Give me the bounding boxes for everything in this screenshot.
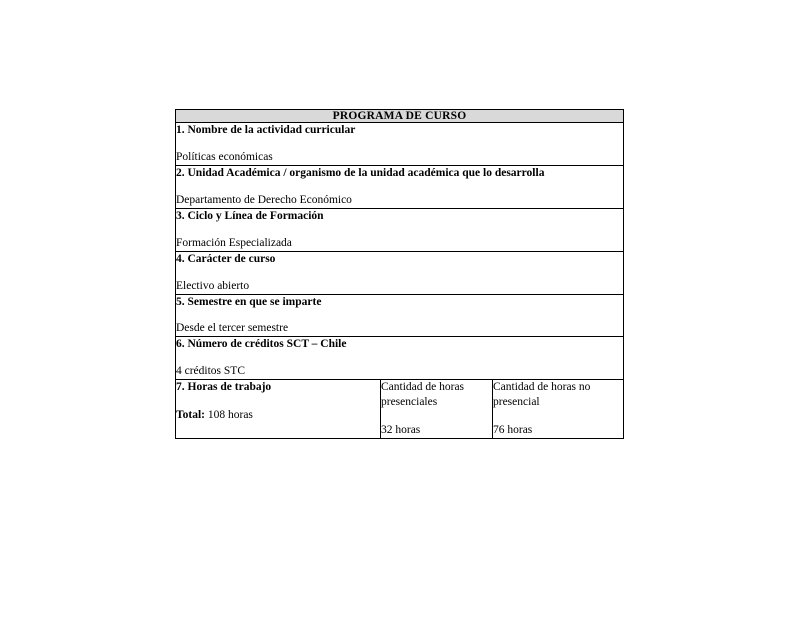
course-program-table bbox=[175, 109, 624, 439]
work-hours-cell bbox=[176, 380, 381, 438]
section-6 bbox=[176, 337, 624, 380]
section-heading: 7. Horas de trabajo bbox=[176, 381, 272, 394]
table-row bbox=[176, 165, 624, 208]
section-heading: 2. Unidad Académica / organismo de la unidad académica que lo desarrolla bbox=[176, 166, 545, 179]
section-content: Desde el tercer semestre bbox=[176, 322, 289, 335]
table-row-work-hours bbox=[176, 380, 624, 438]
work-total-label: Total: bbox=[176, 409, 205, 422]
table-row bbox=[176, 123, 624, 166]
section-heading: 3. Ciclo y Línea de Formación bbox=[176, 209, 324, 222]
table-row bbox=[176, 251, 624, 294]
work-total bbox=[176, 408, 380, 423]
in-person-hours-cell bbox=[381, 380, 493, 438]
column-value: 32 horas bbox=[381, 423, 421, 436]
section-content: Formación Especializada bbox=[176, 236, 292, 249]
section-4 bbox=[176, 251, 624, 294]
section-heading: 6. Número de créditos SCT – Chile bbox=[176, 338, 347, 351]
table-row bbox=[176, 208, 624, 251]
table-row bbox=[176, 337, 624, 380]
section-1 bbox=[176, 123, 624, 166]
section-content: 4 créditos STC bbox=[176, 365, 245, 378]
section-3 bbox=[176, 208, 624, 251]
section-heading: 1. Nombre de la actividad curricular bbox=[176, 124, 356, 136]
table-row-title bbox=[176, 110, 624, 123]
section-2 bbox=[176, 165, 624, 208]
column-value: 76 horas bbox=[493, 423, 533, 436]
section-heading: 5. Semestre en que se imparte bbox=[176, 295, 322, 308]
section-content: Electivo abierto bbox=[176, 279, 250, 292]
column-header: Cantidad de horas no presencial bbox=[493, 381, 591, 409]
table-row bbox=[176, 294, 624, 337]
column-header: Cantidad de horas presenciales bbox=[381, 381, 465, 409]
section-heading: 4. Carácter de curso bbox=[176, 252, 276, 265]
section-content: Políticas económicas bbox=[176, 150, 273, 163]
section-content: Departamento de Derecho Económico bbox=[176, 193, 352, 206]
document-title: PROGRAMA DE CURSO bbox=[176, 110, 624, 123]
section-5 bbox=[176, 294, 624, 337]
non-in-person-hours-cell bbox=[493, 380, 624, 438]
work-total-value: 108 horas bbox=[207, 409, 253, 422]
